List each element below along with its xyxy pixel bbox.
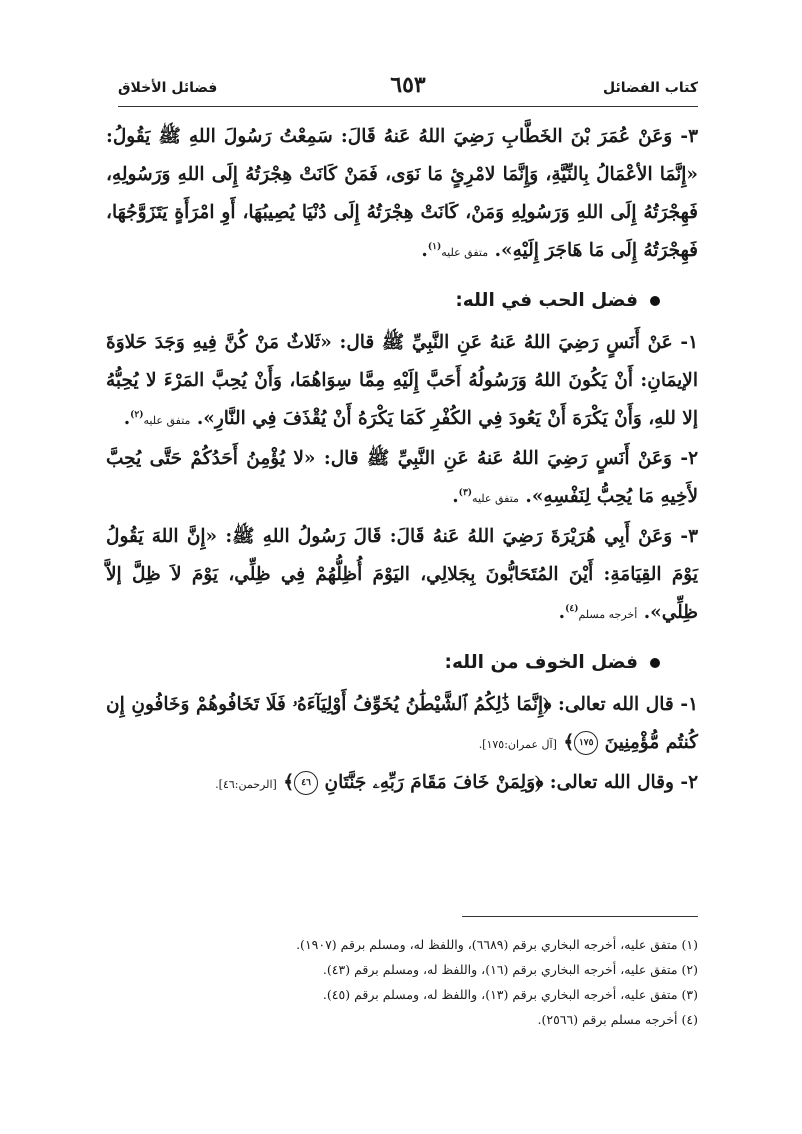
section-title-love: فضل الحب في الله: xyxy=(455,290,638,311)
footnote-2: (٢) متفق عليه، أخرجه البخاري برقم (١٦)، واللفظ له، ومسلم برقم (٤٣). xyxy=(322,962,698,977)
verse-close-bracket: ﴾ xyxy=(283,772,295,793)
hadith-anas-1: ١- عَنْ أَنَسٍ رَضِيَ اللهُ عَنهُ عَنِ النَّبِيِّ ﷺ قال: «ثَلاثٌ مَنْ كُنَّ فِيهِ وَجَدَ حَلاوَةَ الإيمَانِ: أَنْ يَكُونَ اللهُ وَرَسُولُهُ أَحَبَّ إِلَيْهِ مِمَّا سِوَاهُمَا، وَأَنْ يُحِبَّ المَرْءَ لا يُحِبُّهُ إلا للهِ، وَأَنْ يَكْرَهَ أَنْ يَعُودَ فِي الكُفْرِ كَمَا يَكْرَهُ أَنْ يُقْذَفَ فِي النَّارِ». متفق عليه$^{(٢)}$. xyxy=(106,332,698,429)
verse-al-imran-lead: ١- قال الله تعالى: xyxy=(558,694,698,715)
footnote-4: (٤) أخرجه مسلم برقم (٢٥٦٦). xyxy=(537,1012,698,1027)
hadith-anas-1-source: متفق عليه xyxy=(143,414,191,427)
verse-close-bracket: ﴾ xyxy=(563,732,575,753)
ayah-number-icon: ١٧٥ xyxy=(574,731,598,755)
verse-ar-rahman-text: ﴿وَلِمَنْ خَافَ مَقَامَ رَبِّهِۦ جَنَّتَانِ xyxy=(324,772,544,793)
hadith-umar: ٣- وَعَنْ عُمَرَ بْنَ الخَطَّابِ رَضِيَ اللهُ عَنهُ قَالَ: سَمِعْتُ رَسُولَ اللهِ ﷺ يَقُولُ: «إِنَّمَا الأعْمَالُ بِالنِّيَّةِ، وَإِنَّمَا لامْرِئٍ مَا نَوَى، فَمَنْ كَانَتْ هِجْرَتُهُ إِلَى اللهِ وَرَسُولِهِ، فَهِجْرَتُهُ إِلَى اللهِ وَرَسُولِهِ وَمَنْ، كَانَتْ هِجْرَتُهُ إِلَى دُنْيَا يُصِيبُهَا، أَوِ امْرَأَةٍ يَتَزَوَّجُهَا، فَهِجْرَتُهُ إِلَى مَا هَاجَرَ إِلَيْهِ». متفق عليه$^{(١)}$. xyxy=(106,126,698,261)
verse-ar-rahman xyxy=(106,764,698,804)
footnote-ref-4: (٤) xyxy=(565,603,579,614)
hadith-abu-hurayra: ٣- وَعَنْ أَبِي هُرَيْرَةَ رَضِيَ اللهُ عَنهُ قَالَ: قَالَ رَسُولُ اللهِ ﷺ: «إِنَّ اللهَ يَقُولُ يَوْمَ القِيَامَةِ: أَيْنَ المُتَحَابُّونَ بِجَلالِي، اليَوْمَ أُظِلُّهُمْ فِي ظِلِّي، يَوْمَ لاَ ظِلَّ إلاَّ ظِلِّي». أخرجه مسلم$^{(٤)}$. xyxy=(106,526,698,623)
footnote-ref-2: (٢) xyxy=(130,409,144,420)
bullet-icon xyxy=(650,658,660,668)
hadith-anas-1-text: ١- عَنْ أَنَسٍ رَضِيَ اللهُ عَنهُ عَنِ النَّبِيِّ ﷺ قال: «ثَلاثٌ مَنْ كُنَّ فِيهِ وَجَدَ حَلاوَةَ الإيمَانِ: أَنْ يَكُونَ اللهُ وَرَسُولُهُ أَحَبَّ إِلَيْهِ مِمَّا سِوَاهُمَا، وَأَنْ يُحِبَّ المَرْءَ لا يُحِبُّهُ إلا للهِ، وَأَنْ يَكْرَهَ أَنْ يَعُودَ فِي الكُفْرِ كَمَا يَكْرَهُ أَنْ يُقْذَفَ فِي النَّارِ». xyxy=(106,332,698,429)
hadith-umar-text: ٣- وَعَنْ عُمَرَ بْنَ الخَطَّابِ رَضِيَ اللهُ عَنهُ قَالَ: سَمِعْتُ رَسُولَ اللهِ ﷺ يَقُولُ: «إِنَّمَا الأعْمَالُ بِالنِّيَّةِ، وَإِنَّمَا لامْرِئٍ مَا نَوَى، فَمَنْ كَانَتْ هِجْرَتُهُ إِلَى اللهِ وَرَسُولِهِ، فَهِجْرَتُهُ إِلَى اللهِ وَرَسُولِهِ وَمَنْ، كَانَتْ هِجْرَتُهُ إِلَى دُنْيَا يُصِيبُهَا، أَوِ امْرَأَةٍ يَتَزَوَّجُهَا، فَهِجْرَتُهُ إِلَى مَا هَاجَرَ إِلَيْهِ». xyxy=(106,126,698,261)
hadith-anas-2: ٢- وَعَنْ أَنَسٍ رَضِيَ اللهُ عَنهُ عَنِ النَّبِيِّ ﷺ قال: «لا يُؤْمِنُ أَحَدُكُمْ حَتَّى يُحِبَّ لأَخِيهِ مَا يُحِبُّ لِنَفْسِهِ». متفق عليه$^{(٣)}$. xyxy=(106,448,698,507)
verse-al-imran xyxy=(106,686,698,764)
footnote-1: (١) متفق عليه، أخرجه البخاري برقم (٦٦٨٩)، واللفظ له، ومسلم برقم (١٩٠٧). xyxy=(296,937,698,952)
footnote-3: (٣) متفق عليه، أخرجه البخاري برقم (١٣)، واللفظ له، ومسلم برقم (٤٥). xyxy=(322,987,698,1002)
section-love-for-allah xyxy=(106,280,698,322)
hadith-umar-source: متفق عليه xyxy=(441,246,489,259)
section-title-fear: فضل الخوف من الله: xyxy=(444,652,638,673)
hadith-anas-2-source: متفق عليه xyxy=(472,492,519,505)
section-fear-of-allah xyxy=(106,642,698,684)
main-content xyxy=(106,118,698,804)
verse-al-imran-text: ﴿إِنَّمَا ذَٰلِكُمُ ٱلشَّيْطَٰنُ يُخَوِّفُ أَوْلِيَآءَهُۥ فَلَا تَخَافُوهُمْ وَخَافُونِ إِن كُنتُم مُّؤْمِنِينَ xyxy=(106,694,698,753)
footnote-ref-1: (١) xyxy=(427,241,442,252)
hadith-anas-2-text: ٢- وَعَنْ أَنَسٍ رَضِيَ اللهُ عَنهُ عَنِ النَّبِيِّ ﷺ قال: «لا يُؤْمِنُ أَحَدُكُمْ حَتَّى يُحِبَّ لأَخِيهِ مَا يُحِبُّ لِنَفْسِهِ». xyxy=(106,448,698,507)
footnote-divider xyxy=(462,916,698,917)
page-number: ٦٥٣ xyxy=(390,72,426,98)
ayah-number-icon: ٤٦ xyxy=(294,771,318,795)
verse-ar-rahman-lead: ٢- وقال الله تعالى: xyxy=(549,772,698,793)
book-title: كتاب الفضائل xyxy=(603,80,698,96)
footnote-ref-3: (٣) xyxy=(458,487,473,498)
hadith-abu-hurayra-text: ٣- وَعَنْ أَبِي هُرَيْرَةَ رَضِيَ اللهُ عَنهُ قَالَ: قَالَ رَسُولُ اللهِ ﷺ: «إِنَّ اللهَ يَقُولُ يَوْمَ القِيَامَةِ: أَيْنَ المُتَحَابُّونَ بِجَلالِي، اليَوْمَ أُظِلُّهُمْ فِي ظِلِّي، يَوْمَ لاَ ظِلَّ إلاَّ ظِلِّي». xyxy=(106,526,698,623)
verse-ar-rahman-ref: [الرحمن:٤٦]. xyxy=(215,778,277,791)
bullet-icon xyxy=(650,296,660,306)
footnotes xyxy=(106,932,698,1032)
chapter-title: فضائل الأخلاق xyxy=(118,80,218,96)
running-header xyxy=(118,72,698,107)
verse-al-imran-ref: [آل عمران:١٧٥]. xyxy=(478,738,557,751)
hadith-abu-hurayra-source: أخرجه مسلم xyxy=(578,608,638,621)
